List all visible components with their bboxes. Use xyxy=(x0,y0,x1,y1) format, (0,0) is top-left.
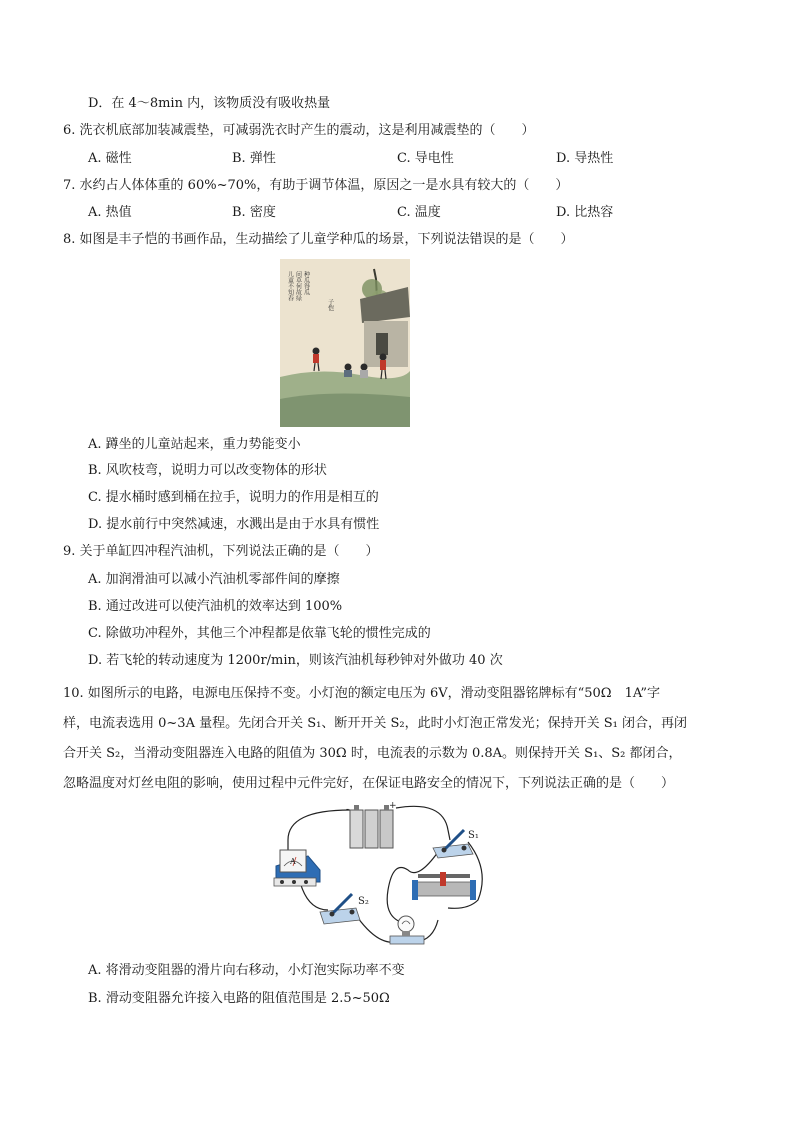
q10-option-b: B. 滑动变阻器允许接入电路的阻值范围是 2.5~50Ω xyxy=(88,991,390,1006)
q8-stem: 8. 如图是丰子恺的书画作品，生动描绘了儿童学种瓜的场景，下列说法错误的是（ ） xyxy=(63,232,574,247)
q9-option-b: B. 通过改进可以使汽油机的效率达到 100% xyxy=(88,599,343,614)
battery-icon xyxy=(350,805,393,848)
q8-option-a: A. 蹲坐的儿童站起来，重力势能变小 xyxy=(88,437,301,452)
q7-option-b: B. 密度 xyxy=(232,205,276,220)
battery-minus-label: - xyxy=(346,805,350,815)
q7-option-d: D. 比热容 xyxy=(556,205,614,220)
switch-s2-label: S₂ xyxy=(358,896,369,907)
q6-option-b: B. 弹性 xyxy=(232,151,276,166)
q6-option-c: C. 导电性 xyxy=(397,151,454,166)
q9-option-a: A. 加润滑油可以减小汽油机零部件间的摩擦 xyxy=(88,572,340,587)
q6-option-a: A. 磁性 xyxy=(88,151,132,166)
q10-stem-line1: 10. 如图所示的电路，电源电压保持不变。小灯泡的额定电压为 6V，滑动变阻器铭牌标有“50Ω 1A”字 xyxy=(63,686,660,701)
q5-option-d: D．在 4～8min 内，该物质没有吸收热量 xyxy=(88,96,331,111)
q6-option-d: D. 导热性 xyxy=(556,151,614,166)
switch-s2-icon xyxy=(320,894,360,924)
q9-option-c: C. 除做功冲程外，其他三个冲程都是依靠飞轮的惯性完成的 xyxy=(88,626,431,641)
q8-option-d: D. 提水前行中突然减速，水溅出是由于水具有惯性 xyxy=(88,517,380,532)
q10-stem-line3: 合开关 S₂，当滑动变阻器连入电路的阻值为 30Ω 时，电流表的示数为 0.8A。则保持开关 S₁、S₂ 都闭合， xyxy=(63,746,682,761)
painting-inscription-4: 子恺 xyxy=(326,299,334,311)
q8-option-c: C. 提水桶时感到桶在拉手，说明力的作用是相互的 xyxy=(88,490,379,505)
q9-stem: 9. 关于单缸四冲程汽油机，下列说法正确的是（ ） xyxy=(63,544,379,559)
q9-option-d: D. 若飞轮的转动速度为 1200r/min，则该汽油机每秒钟对外做功 40 次 xyxy=(88,653,503,668)
switch-s1-icon xyxy=(433,830,473,858)
q8-option-b: B. 风吹枝弯，说明力可以改变物体的形状 xyxy=(88,463,327,478)
q10-stem-line4: 忽略温度对灯丝电阻的影响，使用过程中元件完好，在保证电路安全的情况下，下列说法正确的是（ ） xyxy=(63,776,675,791)
ammeter-icon xyxy=(274,850,320,886)
ammeter-label: A xyxy=(290,857,296,866)
lamp-icon xyxy=(390,916,424,944)
rheostat-icon xyxy=(412,872,476,900)
q6-stem: 6. 洗衣机底部加装减震垫，可减弱洗衣时产生的震动，这是利用减震垫的（ ） xyxy=(63,123,535,138)
q7-option-c: C. 温度 xyxy=(397,205,441,220)
q10-stem-line2: 样，电流表选用 0~3A 量程。先闭合开关 S₁、断开开关 S₂，此时小灯泡正常发光；保持开关 S₁ 闭合，再闭 xyxy=(63,716,687,731)
q7-stem: 7. 水约占人体体重的 60%~70%，有助于调节体温，原因之一是水具有较大的（ ） xyxy=(63,178,569,193)
painting-figure xyxy=(280,259,410,427)
painting-inscription-3: 种瓜得瓜 xyxy=(302,271,310,295)
circuit-diagram xyxy=(268,800,493,955)
painting-inscription-1: 儿童不知春 xyxy=(286,271,294,301)
battery-plus-label: + xyxy=(389,801,397,811)
painting-inscription-2: 问草何故绿 xyxy=(294,271,302,301)
switch-s1-label: S₁ xyxy=(468,830,479,841)
q7-option-a: A. 热值 xyxy=(88,205,132,220)
q10-option-a: A. 将滑动变阻器的滑片向右移动，小灯泡实际功率不变 xyxy=(88,963,405,978)
